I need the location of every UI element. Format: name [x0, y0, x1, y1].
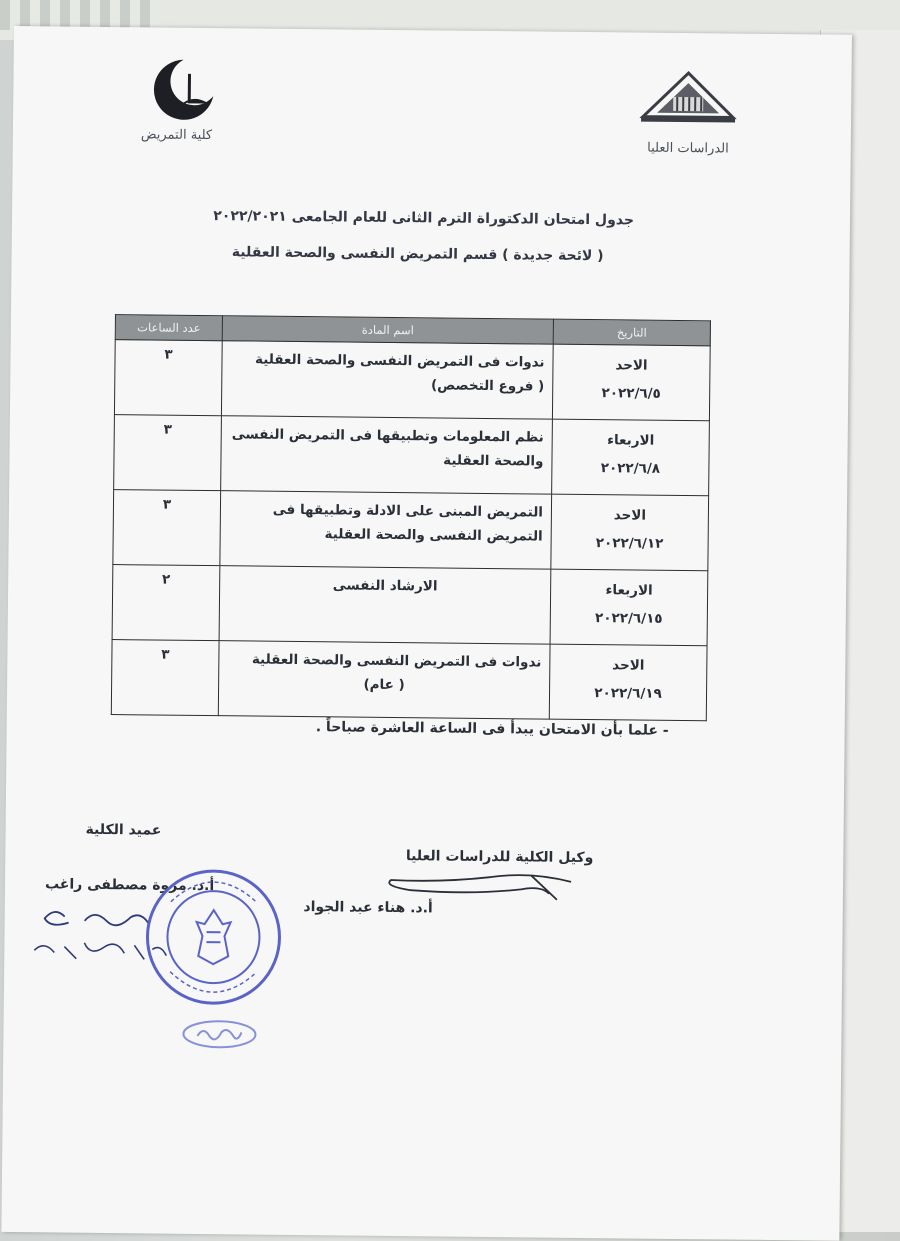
nursing-faculty-caption: كلية التمريض — [141, 127, 212, 143]
exam-date: ٢٠٢٢/٦/٨ — [560, 454, 700, 483]
document-page — [1, 26, 852, 1241]
subject-cell — [220, 491, 552, 569]
date-cell — [549, 644, 707, 721]
reference-number-stamp-icon — [179, 1018, 259, 1051]
subject-line-1: الارشاد النفسى — [228, 572, 542, 599]
document-title: جدول امتحان الدكتوراة الترم الثانى للعام الجامعى ٢٠٢٢/٢٠٢١ — [213, 208, 634, 228]
university-logo-icon — [633, 68, 744, 129]
exam-schedule-table — [111, 314, 711, 721]
subject-line-1: نظم المعلومات وتطبيقها فى التمريض النفسى — [230, 422, 544, 449]
subject-cell — [219, 566, 551, 644]
postgraduate-caption: الدراسات العليا — [647, 141, 729, 157]
date-cell — [550, 569, 708, 646]
exam-date: ٢٠٢٢/٦/١٩ — [558, 679, 698, 708]
subject-line-1: ندوات فى التمريض النفسى والصحة العقلية — [227, 647, 541, 674]
subject-line-2: والصحة العقلية — [229, 446, 543, 473]
subject-line-2: ( فروع التخصص) — [230, 371, 544, 398]
hours-cell: ٢ — [112, 565, 220, 641]
subject-cell — [221, 341, 553, 419]
table-row — [114, 340, 710, 421]
date-cell — [551, 494, 709, 571]
header-hours: عدد الساعات — [115, 315, 222, 341]
hours-cell: ٣ — [114, 340, 222, 416]
crescent-logo-icon — [143, 55, 222, 122]
hours-cell: ٣ — [114, 415, 222, 491]
exam-date: ٢٠٢٢/٦/١٥ — [559, 604, 699, 633]
day-name: الاربعاء — [559, 576, 699, 605]
subject-cell — [218, 641, 550, 719]
exam-date: ٢٠٢٢/٦/١٢ — [559, 529, 699, 558]
subject-line-2: التمريض النفسى والصحة العقلية — [229, 521, 543, 548]
document-subtitle: ( لائحة جديدة ) قسم التمريض النفسى والصحة العقلية — [232, 244, 604, 264]
subject-line-2: ( عام) — [227, 671, 541, 698]
dean-title: عميد الكلية — [86, 822, 162, 839]
subject-cell — [221, 416, 553, 494]
exam-time-note: - علما بأن الامتحان يبدأ فى الساعة العاشرة صباحاً . — [316, 719, 669, 739]
table-row — [111, 640, 707, 721]
day-name: الاحد — [560, 501, 700, 530]
day-name: الاحد — [558, 651, 698, 680]
day-name: الاربعاء — [561, 426, 701, 455]
dean-name: أ.د. مروة مصطفى راغب — [45, 876, 214, 894]
vice-dean-title: وكيل الكلية للدراسات العليا — [406, 848, 594, 866]
subject-line-1: ندوات فى التمريض النفسى والصحة العقلية — [230, 347, 544, 374]
header-subject: اسم المادة — [222, 316, 553, 344]
day-name: الاحد — [561, 351, 701, 380]
exam-date: ٢٠٢٢/٦/٥ — [561, 379, 701, 408]
date-cell — [552, 344, 710, 421]
faculty-seal-icon — [142, 865, 285, 1008]
vice-dean-name: أ.د. هناء عبد الجواد — [303, 899, 433, 916]
table-row — [113, 490, 709, 571]
hours-cell: ٣ — [113, 490, 221, 566]
date-cell — [552, 419, 710, 496]
hours-cell: ٣ — [111, 640, 219, 716]
header-date: التاريخ — [553, 319, 710, 346]
table-row — [114, 415, 710, 496]
subject-line-1: التمريض المبنى على الادلة وتطبيقها فى — [229, 497, 543, 524]
table-row — [112, 565, 708, 646]
